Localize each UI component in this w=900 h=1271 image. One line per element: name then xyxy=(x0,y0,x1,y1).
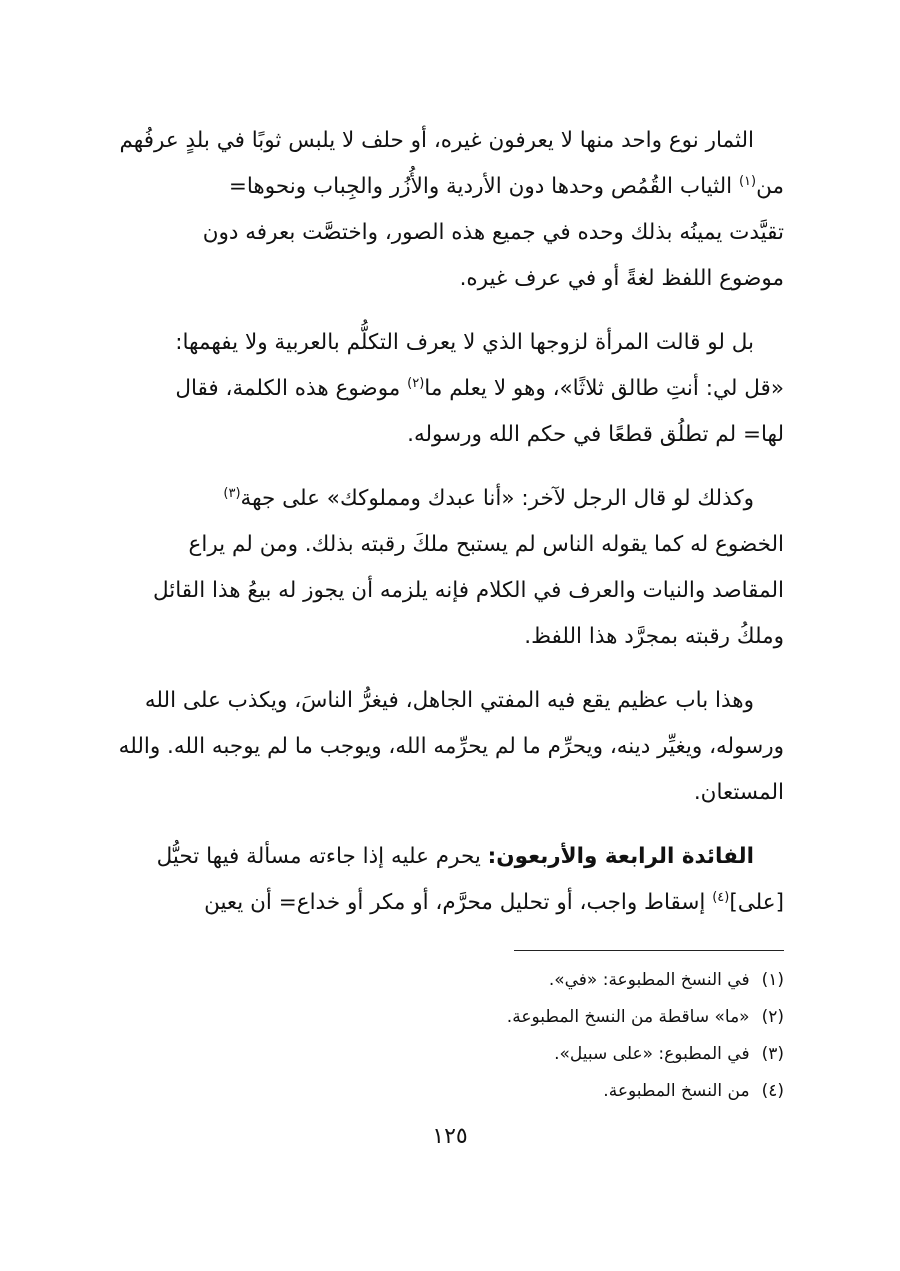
text-line xyxy=(118,678,784,724)
footnote-number: (١) xyxy=(761,970,784,990)
text-line xyxy=(118,320,784,366)
line-text: ورسوله، ويغيِّر دينه، ويحرِّم ما لم يحرِّمه الله، ويوجب ما لم يوجبه الله. والله xyxy=(118,734,784,759)
footnote-separator xyxy=(514,950,784,951)
line-text: «قل لي: أنتِ طالق ثلاثًا»، وهو لا يعلم ما xyxy=(424,376,784,401)
main-text xyxy=(118,118,784,944)
footnote-number: (٤) xyxy=(761,1081,784,1101)
text-line xyxy=(118,164,784,210)
paragraph xyxy=(118,834,784,926)
footnote-marker[interactable]: (٤) xyxy=(712,889,730,905)
line-text: الخضوع له كما يقوله الناس لم يستبح ملكَ رقبته بذلك. ومن لم يراع xyxy=(188,532,784,557)
footnote-text: «ما» ساقطة من النسخ المطبوعة. xyxy=(506,1007,750,1027)
line-text: يحرم عليه إذا جاءته مسألة فيها تحيُّل xyxy=(156,844,488,869)
footnote-number: (٢) xyxy=(761,1007,784,1027)
text-line xyxy=(118,476,784,522)
line-text-continued: الثياب القُمُص وحدها دون الأردية والأُزُر والجِباب ونحوها= xyxy=(228,174,739,199)
line-text: المقاصد والنيات والعرف في الكلام فإنه يلزمه أن يجوز له بيعُ هذا القائل xyxy=(152,578,784,603)
footnote xyxy=(118,962,784,999)
line-text: [على] xyxy=(729,890,784,915)
section-heading: الفائدة الرابعة والأربعون: xyxy=(487,844,754,869)
paragraph xyxy=(118,320,784,458)
footnote-marker[interactable]: (٢) xyxy=(407,375,425,391)
text-line xyxy=(118,614,784,660)
footnote-number: (٣) xyxy=(761,1044,784,1064)
footnotes xyxy=(118,962,784,1110)
text-line xyxy=(118,210,784,256)
footnote-marker[interactable]: (١) xyxy=(738,173,757,189)
line-text: المستعان. xyxy=(693,780,784,805)
footnote-text: في المطبوع: «على سبيل». xyxy=(554,1044,750,1064)
text-line xyxy=(118,412,784,458)
footnote xyxy=(118,1073,784,1110)
text-line xyxy=(118,366,784,412)
line-text: وكذلك لو قال الرجل لآخر: «أنا عبدك ومملوكك» على جهة xyxy=(240,486,754,511)
footnote-text: من النسخ المطبوعة. xyxy=(603,1081,750,1101)
text-line xyxy=(118,770,784,816)
line-text: تقيَّدت يمينُه بذلك وحده في جميع هذه الصور، واختصَّت بعرفه دون xyxy=(202,220,784,245)
line-text: لها= لم تطلُق قطعًا في حكم الله ورسوله. xyxy=(407,422,784,447)
text-line xyxy=(118,880,784,926)
line-text: موضوع اللفظ لغةً أو في عرف غيره. xyxy=(459,266,784,291)
line-text-continued: إسقاط واجب، أو تحليل محرَّم، أو مكر أو خداع= أن يعين xyxy=(204,890,713,915)
footnote-marker[interactable]: (٣) xyxy=(223,485,241,501)
line-text-continued: موضوع هذه الكلمة، فقال xyxy=(175,376,408,401)
line-text: من xyxy=(756,174,784,199)
text-line xyxy=(118,118,784,164)
footnote-text: في النسخ المطبوعة: «في». xyxy=(548,970,750,990)
line-text: الثمار نوع واحد منها لا يعرفون غيره، أو حلف لا يلبس ثوبًا في بلدٍ عرفُهم xyxy=(119,128,754,153)
page-number: ١٢٥ xyxy=(432,1124,468,1149)
text-line xyxy=(118,522,784,568)
text-line xyxy=(118,568,784,614)
footnote xyxy=(118,999,784,1036)
line-text: وهذا باب عظيم يقع فيه المفتي الجاهل، فيغرُّ الناسَ، ويكذب على الله xyxy=(144,688,754,713)
line-text: بل لو قالت المرأة لزوجها الذي لا يعرف التكلُّم بالعربية ولا يفهمها: xyxy=(175,330,754,355)
paragraph xyxy=(118,678,784,816)
text-line xyxy=(118,834,784,880)
line-text: وملكُ رقبته بمجرَّد هذا اللفظ. xyxy=(524,624,784,649)
footnote xyxy=(118,1036,784,1073)
paragraph xyxy=(118,118,784,302)
paragraph xyxy=(118,476,784,660)
text-line xyxy=(118,724,784,770)
text-line xyxy=(118,256,784,302)
